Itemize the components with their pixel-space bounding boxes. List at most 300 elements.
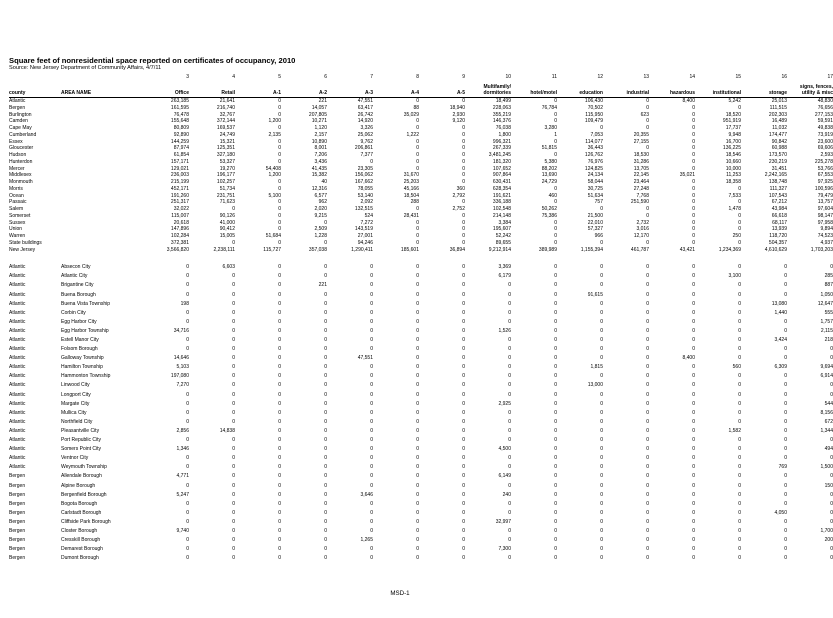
value-cell: 0 [692,491,695,498]
value-cell: 0 [232,273,235,280]
area-name-cell [61,132,143,139]
value-cell: 1,050 [820,291,833,298]
value-cell: 0 [462,309,465,316]
value-cell: 0 [324,509,327,516]
value-cell: 57,327 [587,226,603,233]
value-cell: 0 [278,464,281,471]
value-cell: 0 [738,437,741,444]
county-cell: Atlantic [9,464,26,471]
value-cell: 200 [824,537,833,544]
table-row [9,112,833,119]
column-number: 4 [232,74,235,80]
value-cell: 0 [462,226,465,233]
column-number: 3 [186,74,189,80]
value-cell: 0 [278,212,281,219]
value-cell: 0 [324,264,327,271]
value-cell: 4,050 [774,509,787,516]
value-cell: 887 [824,282,833,289]
county-cell: Atlantic [9,355,26,362]
value-cell: 0 [508,482,511,489]
value-cell: 4,937 [820,239,833,246]
value-cell: 0 [738,473,741,480]
value-cell: 0 [692,282,695,289]
value-cell: 196,177 [216,172,235,179]
value-cell: 18,499 [465,98,511,105]
area-name-cell [61,125,143,132]
value-cell: 9,740 [176,527,189,534]
table-row [9,125,833,132]
section-gap [9,253,833,263]
value-cell: 0 [462,482,465,489]
value-cell: 0 [232,527,235,534]
table-row [9,105,833,112]
value-cell: 7,533 [728,192,741,199]
value-cell: 207,805 [308,111,327,118]
value-cell: 0 [784,455,787,462]
value-cell: 0 [738,264,741,271]
value-cell: 114,077 [585,138,603,145]
value-cell: 111,327 [769,185,787,192]
area-name-cell [61,159,143,166]
value-cell: 0 [508,373,511,380]
value-cell: 0 [508,464,511,471]
value-cell: 0 [646,527,649,534]
value-cell: 53,140 [357,192,373,199]
value-cell: 0 [370,327,373,334]
value-cell: 0 [370,391,373,398]
value-cell: 0 [738,346,741,353]
value-cell: 0 [784,473,787,480]
value-cell: 20,355 [633,131,649,138]
area-name-cell: Closter Borough [61,527,98,534]
area-name-cell [61,213,143,220]
value-cell: 58,044 [587,179,603,185]
value-cell: 0 [830,382,833,389]
value-cell: 19,270 [219,165,235,172]
value-cell: 0 [186,555,189,562]
value-cell: 13,000 [587,382,603,389]
value-cell: 0 [738,546,741,553]
table-row [9,454,833,463]
value-cell: 0 [508,500,511,507]
value-cell: 0 [324,482,327,489]
value-cell: 0 [646,327,649,334]
value-cell: 0 [232,282,235,289]
value-cell: 0 [462,355,465,362]
value-cell: 0 [692,273,695,280]
value-cell: 1,582 [728,427,741,434]
value-cell: 0 [554,500,557,507]
value-cell: 0 [278,138,281,145]
value-cell: 191,621 [492,192,511,199]
value-cell: 0 [324,219,327,226]
value-cell: 1,800 [498,131,511,138]
value-cell: 0 [508,527,511,534]
value-cell: 15,382 [311,172,327,179]
area-name-cell [61,179,143,186]
value-cell: 0 [278,291,281,298]
value-cell: 0 [278,546,281,553]
occupancy-table [9,73,833,563]
value-cell: 0 [416,219,419,226]
value-cell: 0 [738,455,741,462]
value-cell: 0 [416,518,419,525]
value-cell: 0 [554,138,557,145]
value-cell: 0 [278,355,281,362]
value-cell: 0 [232,500,235,507]
value-cell: 544 [824,400,833,407]
county-cell: Atlantic [9,373,26,380]
value-cell: 0 [324,518,327,525]
value-cell: 372,381 [170,239,189,246]
table-row [9,226,833,233]
value-cell: 40 [321,179,327,185]
value-cell: 0 [646,206,649,212]
value-cell: 0 [278,518,281,525]
value-cell: 630,431 [492,179,511,185]
value-cell: 23,305 [357,165,373,172]
value-cell: 0 [738,291,741,298]
value-cell: 87,974 [173,145,189,152]
value-cell: 0 [278,179,281,185]
value-cell: 0 [784,518,787,525]
value-cell: 0 [232,239,235,246]
value-cell: 0 [370,464,373,471]
value-cell: 0 [462,239,465,246]
value-cell: 0 [738,537,741,544]
value-cell: 0 [600,309,603,316]
value-cell: 79,479 [817,192,833,199]
value-cell: 9,894 [820,226,833,233]
value-cell: 11,032 [772,125,787,131]
value-cell: 3,016 [636,226,649,233]
value-cell: 0 [692,300,695,307]
value-cell: 628,354 [492,185,511,192]
county-cell: Atlantic [9,409,26,416]
value-cell: 0 [370,418,373,425]
value-cell: 0 [646,473,649,480]
value-cell: 0 [278,104,281,111]
value-cell: 0 [370,518,373,525]
value-cell: 10,271 [311,118,327,125]
table-row [9,318,833,327]
value-cell: 0 [186,346,189,353]
value-cell: 129,021 [170,165,189,172]
table-row [9,354,833,363]
value-cell: 16,489 [771,118,787,125]
value-cell: 0 [278,199,281,206]
value-cell: 18,546 [725,152,741,158]
value-cell: 0 [692,104,695,111]
value-cell: 76,976 [587,158,603,165]
value-cell: 0 [784,491,787,498]
table-row [9,472,833,481]
value-cell: 26,742 [357,111,373,118]
value-cell: 0 [554,118,557,125]
value-cell: 91,615 [587,291,603,298]
value-cell: 54,408 [265,165,281,172]
value-cell: 216,740 [216,104,235,111]
value-cell: 0 [554,409,557,416]
value-cell: 45,166 [403,185,419,192]
value-cell: 74,523 [817,233,833,239]
table-row [9,482,833,491]
value-cell: 51,684 [265,233,281,239]
value-cell: 0 [462,131,465,138]
value-cell: 0 [830,473,833,480]
column-number: 12 [597,74,603,80]
value-cell: 0 [738,446,741,453]
value-cell: 2,135 [268,131,281,138]
value-cell: 0 [646,382,649,389]
value-cell: 230,219 [768,158,787,165]
value-cell: 35,021 [679,172,695,179]
value-cell: 0 [232,355,235,362]
value-cell: 0 [508,555,511,562]
value-cell: 0 [186,391,189,398]
value-cell: 12,647 [817,300,833,307]
value-cell: 0 [508,291,511,298]
value-cell: 6,309 [774,364,787,371]
column-header: A-2 [318,90,327,97]
county-cell: Morris [9,185,23,192]
county-cell: Atlantic [9,455,26,462]
county-cell: Atlantic [9,364,26,371]
value-cell: 27,248 [633,185,649,192]
value-cell: 0 [416,546,419,553]
value-cell: 2,238,111 [213,246,235,253]
value-cell: 0 [646,518,649,525]
column-number: 5 [278,74,281,80]
value-cell: 48,830 [787,98,833,105]
value-cell: 0 [416,152,419,158]
value-cell: 2,732 [636,219,649,226]
value-cell: 0 [232,491,235,498]
value-cell: 0 [324,382,327,389]
value-cell: 0 [600,346,603,353]
value-cell: 102,548 [492,206,511,212]
value-cell: 0 [508,355,511,362]
value-cell: 0 [600,546,603,553]
value-cell: 25,062 [357,131,373,138]
area-name-cell: Absecon City [61,264,91,271]
area-name-cell [61,145,143,152]
value-cell: 0 [278,509,281,516]
value-cell: 5,380 [544,158,557,165]
value-cell: 0 [278,409,281,416]
value-cell: 0 [370,282,373,289]
value-cell: 0 [186,500,189,507]
value-cell: 195,607 [492,226,511,233]
area-name-cell: Bogota Borough [61,500,98,507]
value-cell: 47,551 [357,355,373,362]
value-cell: 0 [600,355,603,362]
value-cell: 0 [508,300,511,307]
value-cell: 0 [462,500,465,507]
value-cell: 126,762 [584,152,603,158]
value-cell: 0 [370,446,373,453]
table-row [9,272,833,281]
value-cell: 0 [738,104,741,111]
value-cell: 0 [738,300,741,307]
value-cell: 70,502 [587,104,603,111]
value-cell: 24,749 [219,131,235,138]
area-name-cell [61,226,143,233]
value-cell: 0 [324,546,327,553]
value-cell: 0 [370,373,373,380]
value-cell: 71,623 [219,199,235,206]
value-cell: 21,500 [587,212,603,219]
value-cell: 0 [784,373,787,380]
value-cell: 0 [692,418,695,425]
value-cell: 0 [784,427,787,434]
value-cell: 0 [186,546,189,553]
value-cell: 0 [324,318,327,325]
column-number: 8 [416,74,419,80]
value-cell: 0 [370,264,373,271]
value-cell: 214,148 [492,212,511,219]
column-header: county [9,90,26,97]
column-number: 16 [781,74,787,80]
value-cell: 1,500 [820,464,833,471]
value-cell: 0 [232,482,235,489]
value-cell: 0 [278,491,281,498]
value-cell: 1,234,369 [718,246,741,253]
value-cell: 3,384 [498,219,511,226]
value-cell: 0 [232,382,235,389]
value-cell: 6,603 [222,264,235,271]
value-cell: 0 [784,482,787,489]
value-cell: 0 [554,309,557,316]
table-row [9,240,833,247]
value-cell: 0 [830,500,833,507]
value-cell: 0 [830,518,833,525]
value-cell: 0 [554,373,557,380]
value-cell: 0 [324,239,327,246]
value-cell: 52,242 [495,233,511,239]
value-cell: 962 [318,199,327,206]
value-cell: 191,260 [170,192,189,199]
value-cell: 0 [646,239,649,246]
value-cell: 0 [416,118,419,125]
value-cell: 0 [508,346,511,353]
county-cell: Atlantic [9,346,26,353]
value-cell: 0 [830,546,833,553]
value-cell: 0 [692,309,695,316]
value-cell: 0 [508,455,511,462]
value-cell: 0 [232,291,235,298]
area-name-cell: Buena Vista Township [61,300,111,307]
value-cell: 0 [416,400,419,407]
value-cell: 0 [186,400,189,407]
value-cell: 0 [554,464,557,471]
value-cell: 0 [278,473,281,480]
value-cell: 0 [462,125,465,131]
value-cell: 0 [692,500,695,507]
value-cell: 0 [370,273,373,280]
value-cell: 0 [830,555,833,562]
value-cell: 0 [462,158,465,165]
value-cell: 7,272 [360,219,373,226]
value-cell: 31,670 [403,172,419,179]
value-cell: 0 [646,446,649,453]
value-cell: 0 [324,491,327,498]
value-cell: 43,421 [679,246,695,253]
value-cell: 0 [554,482,557,489]
value-cell: 1,478 [728,206,741,212]
value-cell: 0 [646,491,649,498]
area-name-cell: Buena Borough [61,291,96,298]
value-cell: 336,188 [492,199,511,206]
value-cell: 28,431 [403,212,419,219]
value-cell: 0 [692,233,695,239]
area-name-cell: Northfield City [61,418,93,425]
value-cell: 0 [508,437,511,444]
value-cell: 0 [508,391,511,398]
value-cell: 32,767 [219,111,235,118]
value-cell: 0 [324,527,327,534]
table-row [9,336,833,345]
table-row [9,400,833,409]
area-name-cell: Weymouth Township [61,464,107,471]
value-cell: 88 [413,104,419,111]
value-cell: 0 [416,455,419,462]
table-row [9,500,833,509]
value-cell: 0 [278,309,281,316]
value-cell: 0 [646,264,649,271]
value-cell: 0 [186,282,189,289]
value-cell: 0 [554,400,557,407]
value-cell: 0 [462,464,465,471]
column-header: A-3 [364,90,373,97]
value-cell: 0 [278,282,281,289]
value-cell: 0 [738,337,741,343]
value-cell: 206,861 [354,145,373,152]
area-name-cell: Ventnor City [61,455,89,462]
value-cell: 12,316 [311,185,327,192]
value-cell: 0 [416,482,419,489]
value-cell: 0 [370,158,373,165]
value-cell: 1,290,411 [351,246,373,253]
column-header: storage [768,90,787,97]
county-cell: Somerset [9,212,31,219]
value-cell: 0 [462,382,465,389]
value-cell: 150 [824,482,833,489]
value-cell: 327,180 [216,152,235,158]
column-number-row [9,73,833,84]
value-cell: 0 [600,509,603,516]
value-cell: 0 [462,327,465,334]
area-name-cell [61,220,143,227]
value-cell: 0 [554,291,557,298]
value-cell: 23,464 [633,179,649,185]
table-row [9,527,833,536]
county-cell: Atlantic [9,318,26,325]
value-cell: 0 [416,464,419,471]
value-cell: 0 [646,418,649,425]
value-cell: 0 [232,206,235,212]
value-cell: 0 [692,464,695,471]
area-name-cell [61,193,143,200]
column-header: Office [174,90,189,97]
value-cell: 1,815 [590,364,603,371]
value-cell: 68,117 [772,219,787,226]
value-cell: 0 [278,382,281,389]
value-cell: 0 [738,382,741,389]
value-cell: 0 [692,138,695,145]
county-cell: Atlantic [9,446,26,453]
value-cell: 107,543 [768,192,787,199]
